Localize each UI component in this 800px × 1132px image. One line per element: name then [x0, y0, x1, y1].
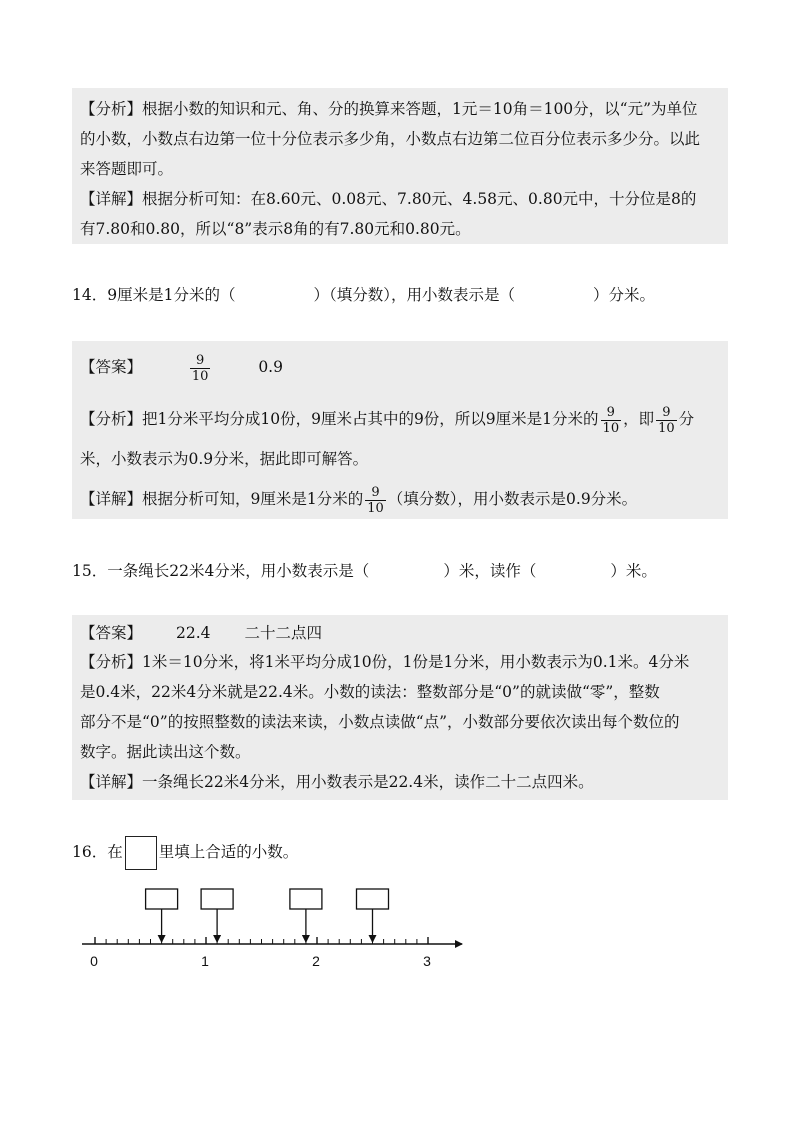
fraction-numerator: 9 — [606, 404, 615, 420]
axis-tick-label: 3 — [423, 953, 431, 969]
fraction-denominator: 10 — [658, 420, 675, 436]
q14-stem-2: ）（填分数），用小数表示是（ — [313, 286, 515, 304]
analysis-line: 的小数，小数点右边第一位十分位表示多少角，小数点右边第二位百分位表示多少分。以此 — [80, 130, 701, 148]
analysis-text: 分 — [678, 410, 695, 428]
q15-stem-3: ）米。 — [610, 562, 657, 580]
detail-line: 【详解】根据分析可知：在8.60元、0.08元、7.80元、4.58元、0.80元中，十分位是8的 — [80, 190, 697, 208]
fraction-numerator: 9 — [662, 404, 671, 420]
q16-stem-1: 16．在 — [72, 843, 123, 861]
analysis-text: ，即 — [623, 410, 655, 428]
answer-box — [290, 889, 322, 909]
detail-line: 有7.80和0.80，所以“8”表示8角的有7.80元和0.80元。 — [80, 220, 471, 238]
fraction-numerator: 9 — [371, 484, 380, 500]
analysis-line: 【分析】1米＝10分米，将1米平均分成10份，1份是1分米，用小数表示为0.1米。4分米 — [80, 653, 690, 671]
axis-tick-label: 0 — [90, 953, 98, 969]
detail-text: 【详解】根据分析可知，9厘米是1分米的 — [80, 490, 364, 508]
q14-stem-1: 14．9厘米是1分米的（ — [72, 286, 236, 304]
answer-box — [357, 889, 389, 909]
analysis-line: 部分不是“0”的按照整数的读法来读，小数点读做“点”，小数部分要依次读出每个数位的 — [80, 713, 680, 731]
q16-stem-2: 里填上合适的小数。 — [158, 843, 299, 861]
fraction-denominator: 10 — [191, 368, 209, 384]
answer-box — [201, 889, 233, 909]
answer-label: 【答案】 — [80, 624, 143, 642]
q14-stem-3: ）分米。 — [592, 286, 655, 304]
q15-stem-2: ）米，读作（ — [443, 562, 537, 580]
analysis-line: 数字。据此读出这个数。 — [80, 743, 251, 761]
detail-text: （填分数），用小数表示是0.9分米。 — [387, 490, 638, 508]
axis-tick-label: 1 — [201, 953, 209, 969]
answer-box — [146, 889, 178, 909]
answer-label: 【答案】 — [80, 358, 143, 376]
analysis-line: 是0.4米，22米4分米就是22.4米。小数的读法：整数部分是“0”的就读做“零”，整数 — [80, 683, 660, 701]
detail-line: 【详解】一条绳长22米4分米，用小数表示是22.4米，读作二十二点四米。 — [80, 773, 594, 791]
fraction-numerator: 9 — [196, 352, 205, 368]
fraction-denominator: 10 — [602, 420, 620, 436]
q15-stem-1: 15．一条绳长22米4分米，用小数表示是（ — [72, 562, 370, 580]
analysis-line: 来答题即可。 — [80, 160, 174, 178]
answer-decimal: 0.9 — [258, 358, 283, 376]
fraction-denominator: 10 — [367, 500, 384, 516]
answer-decimal: 22.4 — [176, 624, 211, 642]
q14-analysis-line2: 米，小数表示为0.9分米，据此即可解答。 — [80, 450, 369, 468]
analysis-line: 【分析】根据小数的知识和元、角、分的换算来答题，1元＝10角＝100分，以“元”为单位 — [80, 100, 698, 118]
axis-tick-label: 2 — [312, 953, 320, 969]
analysis-text: 【分析】把1分米平均分成10份，9厘米占其中的9份，所以9厘米是1分米的 — [80, 410, 599, 428]
answer-reading: 二十二点四 — [244, 624, 323, 642]
